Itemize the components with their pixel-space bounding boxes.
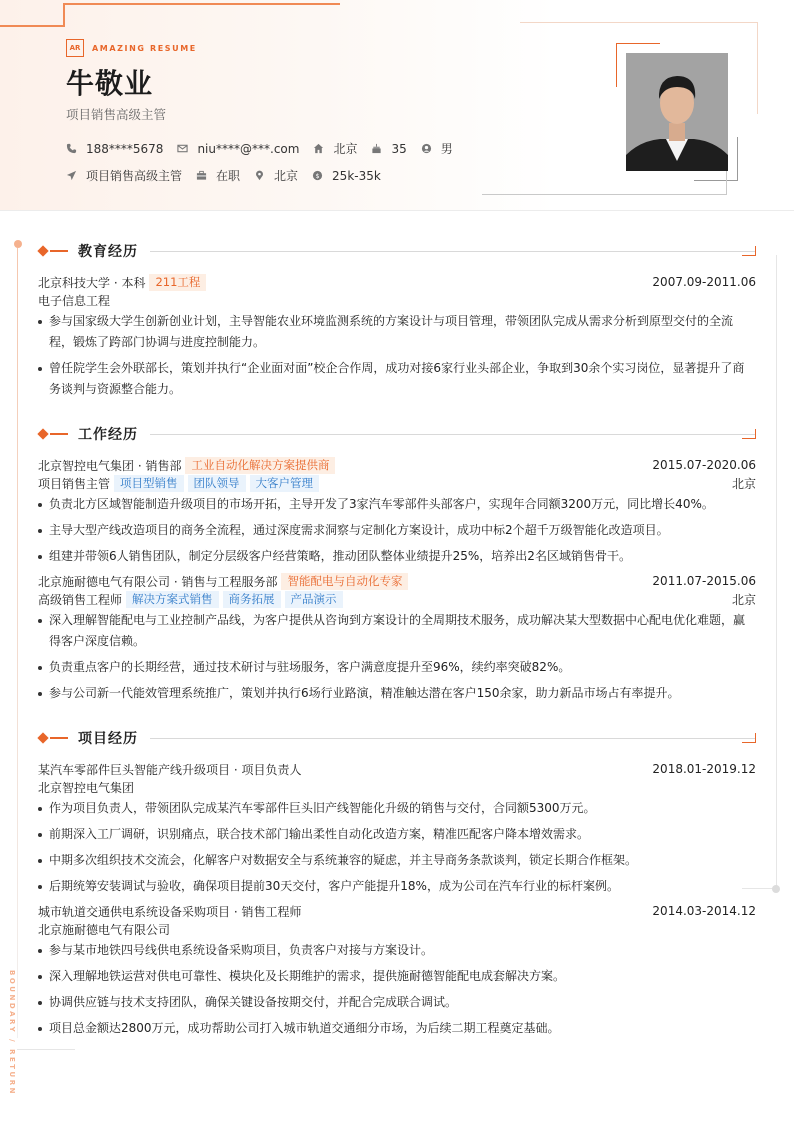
contact-email bbox=[177, 142, 299, 156]
contact-phone bbox=[66, 142, 163, 156]
entry-date: 2007.09-2011.06 bbox=[652, 275, 756, 289]
bullet-item: 项目总金额达2800万元，成功帮助公司打入城市轨道交通细分市场，为后续二期工程奠定基础。 bbox=[38, 1018, 756, 1039]
work-entry bbox=[38, 572, 756, 704]
company-tag: 工业自动化解决方案提供商 bbox=[185, 457, 335, 474]
boundary-line bbox=[17, 1049, 75, 1050]
company-name: 北京智控电气集团 · 销售部 bbox=[38, 458, 182, 473]
header-accent-line bbox=[63, 4, 65, 27]
bullet-item: 主导大型产线改造项目的商务全流程，通过深度需求洞察与定制化方案设计，成功中标2个超千万级智能化改造项目。 bbox=[38, 520, 756, 541]
brand-logo: AR bbox=[66, 39, 84, 57]
brand-text: AMAZING RESUME bbox=[92, 43, 197, 53]
bullet-item: 参与国家级大学生创新创业计划，主导智能农业环境监测系统的方案设计与项目管理，带领团队完成从需求分析到原型交付的全流程，锻炼了跨部门协调与进度控制能力。 bbox=[38, 311, 756, 353]
bullet-list bbox=[38, 798, 756, 897]
section-dash bbox=[50, 250, 68, 252]
entry-date: 2018.01-2019.12 bbox=[652, 762, 756, 776]
profile-photo bbox=[626, 53, 728, 171]
entry-date: 2015.07-2020.06 bbox=[652, 458, 756, 472]
company-tag: 智能配电与自动化专家 bbox=[281, 573, 408, 590]
intent-salary bbox=[312, 169, 381, 183]
diamond-icon bbox=[37, 428, 48, 439]
contact-gender bbox=[421, 140, 453, 157]
section-title: 教育经历 bbox=[78, 244, 138, 260]
bullet-list bbox=[38, 940, 756, 1039]
phone-value: 188****5678 bbox=[86, 141, 164, 156]
bullet-item: 协调供应链与技术支持团队，确保关键设备按期交付，并配合完成联合调试。 bbox=[38, 992, 756, 1013]
entry-subheader bbox=[38, 920, 756, 938]
section-title: 工作经历 bbox=[78, 427, 138, 443]
entry-heading bbox=[38, 274, 206, 291]
phone-icon bbox=[66, 143, 77, 154]
diamond-icon bbox=[37, 245, 48, 256]
contact-row bbox=[66, 140, 467, 157]
intent-city bbox=[254, 167, 298, 184]
mail-icon bbox=[177, 143, 188, 154]
bullet-item: 中期多次组织技术交流会，化解客户对数据安全与系统兼容的疑虑，并主导商务条款谈判，锁定长期合作框架。 bbox=[38, 850, 756, 871]
resume-header bbox=[0, 0, 794, 211]
age-value: 35 bbox=[391, 141, 407, 156]
work-section bbox=[38, 419, 756, 704]
boundary-line bbox=[776, 255, 777, 889]
project-org: 北京智控电气集团 bbox=[38, 780, 135, 795]
intent-status bbox=[196, 167, 240, 184]
cake-icon bbox=[371, 143, 382, 154]
employment-status-value: 在职 bbox=[216, 169, 241, 183]
candidate-name: 牛敬业 bbox=[66, 67, 154, 100]
location-pin-icon bbox=[254, 170, 265, 181]
intent-city-value: 北京 bbox=[274, 169, 299, 183]
role-and-skills bbox=[38, 475, 319, 492]
svg-text:$: $ bbox=[315, 171, 320, 180]
project-name: 某汽车零部件巨头智能产线升级项目 · 项目负责人 bbox=[38, 762, 302, 777]
city: 北京 bbox=[731, 592, 756, 607]
skill-tag: 产品演示 bbox=[285, 591, 343, 608]
entry-date: 2011.07-2015.06 bbox=[652, 574, 756, 588]
section-corner-mark bbox=[742, 733, 756, 743]
role-and-skills bbox=[38, 591, 343, 608]
candidate-title: 项目销售高级主管 bbox=[66, 107, 167, 122]
header-accent-line bbox=[0, 25, 64, 27]
section-corner-mark bbox=[742, 246, 756, 256]
project-section bbox=[38, 723, 756, 1039]
bullet-item: 组建并带领6人销售团队，制定分层级客户经营策略，推动团队整体业绩提升25%，培养出2名区域销售骨干。 bbox=[38, 546, 756, 567]
send-icon bbox=[66, 170, 77, 181]
contact-home bbox=[313, 140, 357, 157]
major: 电子信息工程 bbox=[38, 293, 111, 308]
bullet-item: 曾任院学生会外联部长，策划并执行“企业面对面”校企合作周，成功对接6家行业头部企业，争取到30余个实习岗位，显著提升了商务谈判与资源整合能力。 bbox=[38, 358, 756, 400]
entry-heading bbox=[38, 457, 335, 474]
project-org: 北京施耐德电气有限公司 bbox=[38, 922, 171, 937]
money-icon bbox=[312, 170, 323, 181]
entry-date: 2014.03-2014.12 bbox=[652, 904, 756, 918]
boundary-label: BOUNDARY / RETURN bbox=[8, 970, 16, 1096]
project-entry bbox=[38, 902, 756, 1039]
bullet-item: 深入理解地铁运营对供电可靠性、模块化及长期维护的需求，提供施耐德智能配电成套解决方案。 bbox=[38, 966, 756, 987]
bullet-item: 后期统筹安装调试与验收，确保项目提前30天交付，客户产能提升18%，成为公司在汽车行业的标杆案例。 bbox=[38, 876, 756, 897]
contact-age bbox=[371, 142, 406, 156]
boundary-dot bbox=[14, 240, 22, 248]
bullet-list bbox=[38, 610, 756, 704]
skill-tag: 大客户管理 bbox=[250, 475, 320, 492]
education-entry bbox=[38, 273, 756, 400]
gender-icon bbox=[421, 143, 432, 154]
bullet-item: 负责重点客户的长期经营，通过技术研讨与驻场服务，客户满意度提升至96%，续约率突破82%。 bbox=[38, 657, 756, 678]
project-name: 城市轨道交通供电系统设备采购项目 · 销售工程师 bbox=[38, 904, 302, 919]
bullet-item: 负责北方区域智能制造升级项目的市场开拓，主导开发了3家汽车零部件头部客户，实现年合同额3200万元，同比增长40%。 bbox=[38, 494, 756, 515]
section-rule bbox=[150, 738, 756, 739]
bullet-item: 参与某市地铁四号线供电系统设备采购项目，负责客户对接与方案设计。 bbox=[38, 940, 756, 961]
entry-header bbox=[38, 456, 756, 474]
section-corner-mark bbox=[742, 429, 756, 439]
bullet-item: 参与公司新一代能效管理系统推广，策划并执行6场行业路演，精准触达潜在客户150余家，助力新品市场占有率提升。 bbox=[38, 683, 756, 704]
entry-header bbox=[38, 273, 756, 291]
entry-subheader bbox=[38, 778, 756, 796]
section-dash bbox=[50, 737, 68, 739]
job-intent-row bbox=[66, 167, 395, 184]
bullet-item: 前期深入工厂调研，识别痛点，联合技术部门输出柔性自动化改造方案，精准匹配客户降本增效需求。 bbox=[38, 824, 756, 845]
entry-header bbox=[38, 760, 756, 778]
city: 北京 bbox=[731, 476, 756, 491]
intent-position bbox=[66, 167, 182, 184]
bullet-list bbox=[38, 311, 756, 400]
entry-subheader bbox=[38, 291, 756, 309]
home-icon bbox=[313, 143, 324, 154]
section-rule bbox=[150, 434, 756, 435]
section-rule bbox=[150, 251, 756, 252]
boundary-dot bbox=[772, 885, 780, 893]
section-header bbox=[38, 723, 756, 753]
section-dash bbox=[50, 433, 68, 435]
section-title: 项目经历 bbox=[78, 731, 138, 747]
skill-tag: 团队领导 bbox=[188, 475, 246, 492]
project-entry bbox=[38, 760, 756, 897]
salary-value: 25k-35k bbox=[332, 168, 381, 183]
resume-body bbox=[38, 236, 756, 1044]
section-header bbox=[38, 236, 756, 266]
hometown-value: 北京 bbox=[333, 142, 358, 156]
skill-tag: 商务拓展 bbox=[223, 591, 281, 608]
entry-heading bbox=[38, 573, 408, 590]
entry-header bbox=[38, 572, 756, 590]
briefcase-icon bbox=[196, 170, 207, 181]
role: 高级销售工程师 bbox=[38, 592, 123, 607]
bullet-item: 作为项目负责人，带领团队完成某汽车零部件巨头旧产线智能化升级的销售与交付，合同额5300万元。 bbox=[38, 798, 756, 819]
skill-tag: 项目型销售 bbox=[114, 475, 184, 492]
brand bbox=[66, 39, 197, 57]
company-name: 北京施耐德电气有限公司 · 销售与工程服务部 bbox=[38, 574, 278, 589]
entry-subheader bbox=[38, 590, 756, 608]
diamond-icon bbox=[37, 732, 48, 743]
entry-subheader bbox=[38, 474, 756, 492]
bullet-list bbox=[38, 494, 756, 567]
bullet-item: 深入理解智能配电与工业控制产品线，为客户提供从咨询到方案设计的全周期技术服务，成功解决某大型数据中心配电优化难题，赢得客户深度信赖。 bbox=[38, 610, 756, 652]
skill-tag: 解决方案式销售 bbox=[126, 591, 219, 608]
school-tag: 211工程 bbox=[149, 274, 206, 291]
education-section bbox=[38, 236, 756, 400]
boundary-line bbox=[17, 248, 18, 1038]
photo-frame-line bbox=[482, 194, 726, 195]
intent-position-value: 项目销售高级主管 bbox=[86, 169, 183, 183]
section-header bbox=[38, 419, 756, 449]
school-name: 北京科技大学 · 本科 bbox=[38, 275, 146, 290]
email-value: niu****@***.com bbox=[197, 141, 300, 156]
role: 项目销售主管 bbox=[38, 476, 111, 491]
work-entry bbox=[38, 456, 756, 567]
entry-header bbox=[38, 902, 756, 920]
header-accent-line bbox=[63, 3, 340, 5]
gender-value: 男 bbox=[440, 142, 453, 156]
